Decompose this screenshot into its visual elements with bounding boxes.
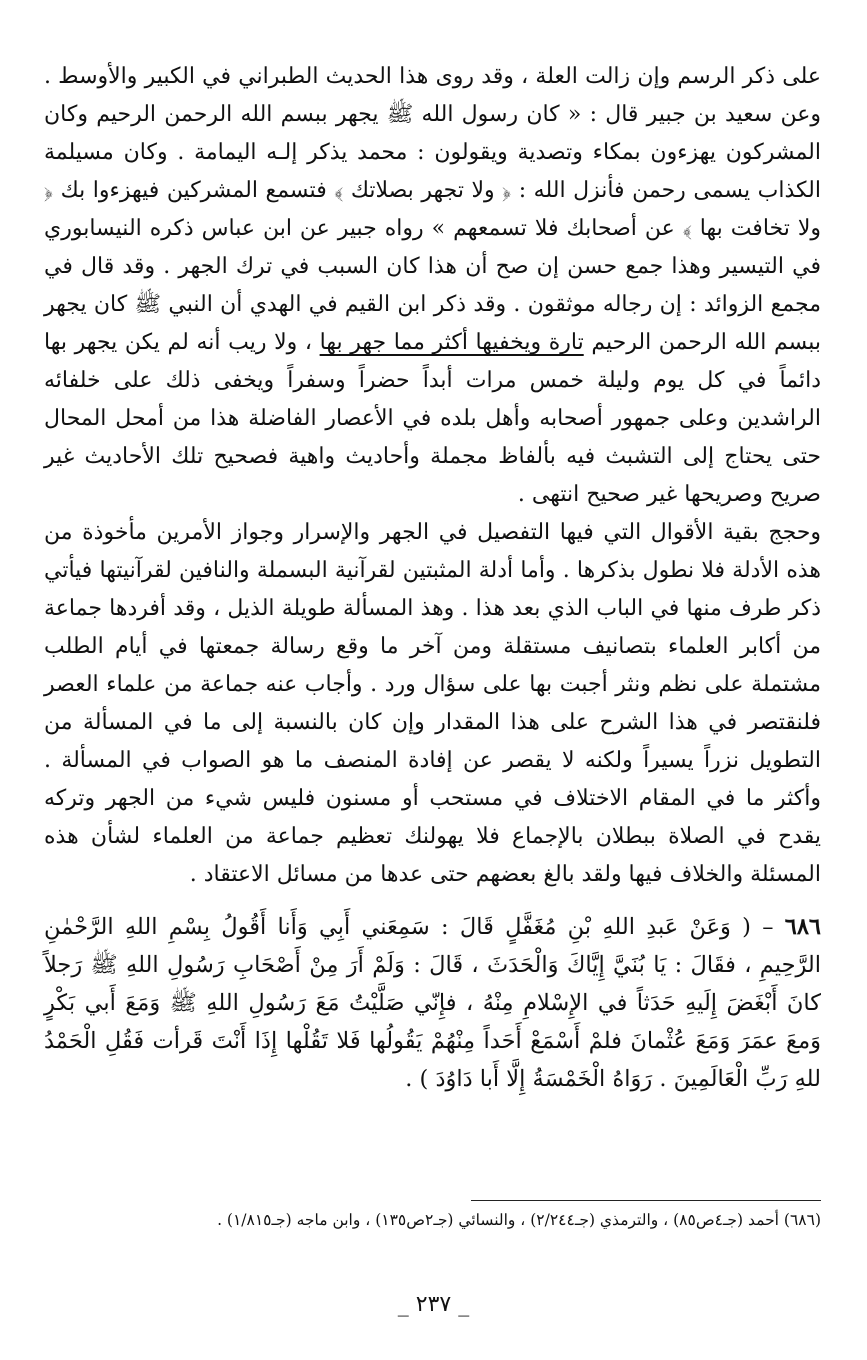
underlined-phrase: تارة ويخفيها أكثر مما جهر بها bbox=[319, 330, 584, 355]
hadith-dash: – bbox=[762, 914, 774, 940]
footnote-separator bbox=[471, 1200, 821, 1201]
body-paragraph-1 bbox=[44, 58, 821, 514]
body-paragraph-2 bbox=[44, 514, 821, 894]
footnote bbox=[44, 1208, 821, 1232]
hadith-text: ( وَعَنْ عَبدِ اللهِ بْنِ مُغَفَّلٍ قَالَ : سَمِعَني أَبِي وَأَنا أَقُولُ بِسْمِ اللهِ الرَّحْمٰنِ الرَّحِيمِ ، فقَالَ : يَا بُنَيَّ إِيَّاكَ وَالْحَدَثَ ، قَالَ : وَلَمْ أَرَ مِنْ أَصْحَابِ رَسُولِ اللهِ ﷺ رَجلاً كانَ أَبْغَضَ إِلَيهِ حَدَثاً في الإِسْلامِ مِنْهُ ، فإِنّي صَلَّيْتُ مَعَ رَسُولِ اللهِ ﷺ وَمَعَ أَبي بَكْرٍ وَمعَ عمَرَ وَمَعَ عُثْمانَ فلمْ أَسْمَعْ أَحَداً مِنْهُمْ يَقُولُها فَلا تَقُلْها إِذَا أَنْتَ قَرأت فَقُلِ الْحَمْدُ للهِ رَبِّ الْعَالَمِينَ . رَوَاهُ الْخَمْسَةُ إِلَّا أَبا دَاوُدَ ) . bbox=[44, 914, 821, 1092]
body-paragraph-1-text: على ذكر الرسم وإن زالت العلة ، وقد روى هذا الحديث الطبراني في الكبير والأوسط . وعن سعيد بن جبير قال : « كان رسول الله ﷺ يجهر ببسم الله الرحمن الرحيم وكان المشركون يهزءون بمكاء وتصدية ويقولون : محمد يذكر إلـه اليمامة . وكان مسيلمة الكذاب يسمى رحمن فأنزل الله : ﴿ ولا تجهر بصلاتك ﴾ فتسمع المشركين فيهزءوا بك ﴿ ولا تخافت بها ﴾ عن أصحابك فلا تسمعهم » رواه جبير عن ابن عباس ذكره النيسابوري في التيسير وهذا جمع حسن إن صح أن هذا كان السبب في ترك الجهر . وقد قال في مجمع الزوائد : إن رجاله موثقون . وقد ذكر ابن القيم في الهدي أن النبي ﷺ كان يجهر ببسم الله الرحمن الرحيم تارة ويخفيها أكثر مما جهر بها ، ولا ريب أنه لم يكن يجهر بها دائماً في كل يوم وليلة خمس مرات أبداً حضراً وسفراً ويخفى ذلك على خلفائه الراشدين وعلى جمهور أصحابه وأهل بلده في الأعصار الفاضلة هذا من أمحل المحال حتى يحتاج إلى التشبث فيه بألفاظ مجملة وأحاديث واهية فصحيح تلك الأحاديث غير صريح وصريحها غير صحيح انتهى . bbox=[44, 64, 822, 507]
hadith-number: ٦٨٦ bbox=[784, 914, 821, 940]
body-paragraph-2-text: وحجج بقية الأقوال التي فيها التفصيل في الجهر والإسرار وجواز الأمرين مأخوذة من هذه الأدلة فلا نطول بذكرها . وأما أدلة المثبتين لقرآنية البسملة والنافين لقرآنيتها فيأتي ذكر طرف منها في الباب الذي بعد هذا . وهذ المسألة طويلة الذيل ، وقد أفردها جماعة من أكابر العلماء بتصانيف مستقلة ومن آخر ما وقع رسالة جمعتها في أيام الطلب مشتملة على نظم ونثر أجبت بها على سؤال ورد . وأجاب عنه جماعة من علماء العصر فلنقتصر في هذا الشرح على هذا المقدار وإن كان بالنسبة إلى ما في المسألة من التطويل نزراً يسيراً ولكنه لا يقصر عن إفادة المنصف ما هو الصواب في المسألة . وأكثر ما في المقام الاختلاف في مستحب أو مسنون فليس شيء من الجهر وتركه يقدح في الصلاة ببطلان بالإجماع فلا يهولنك تعظيم جماعة من العلماء لشأن هذه المسئلة والخلاف فيها ولقد بالغ بعضهم حتى عدها من مسائل الاعتقاد . bbox=[44, 520, 821, 887]
page-number: _ ٢٣٧ _ bbox=[397, 1292, 470, 1317]
hadith-686 bbox=[44, 908, 821, 1098]
footnote-text: (٦٨٦) أحمد (جـ٤ص٨٥) ، والترمذي (جـ٢/٢٤٤) ، والنسائي (جـ٢ص١٣٥) ، وابن ماجه (جـ١/٨١٥) . bbox=[217, 1211, 821, 1229]
